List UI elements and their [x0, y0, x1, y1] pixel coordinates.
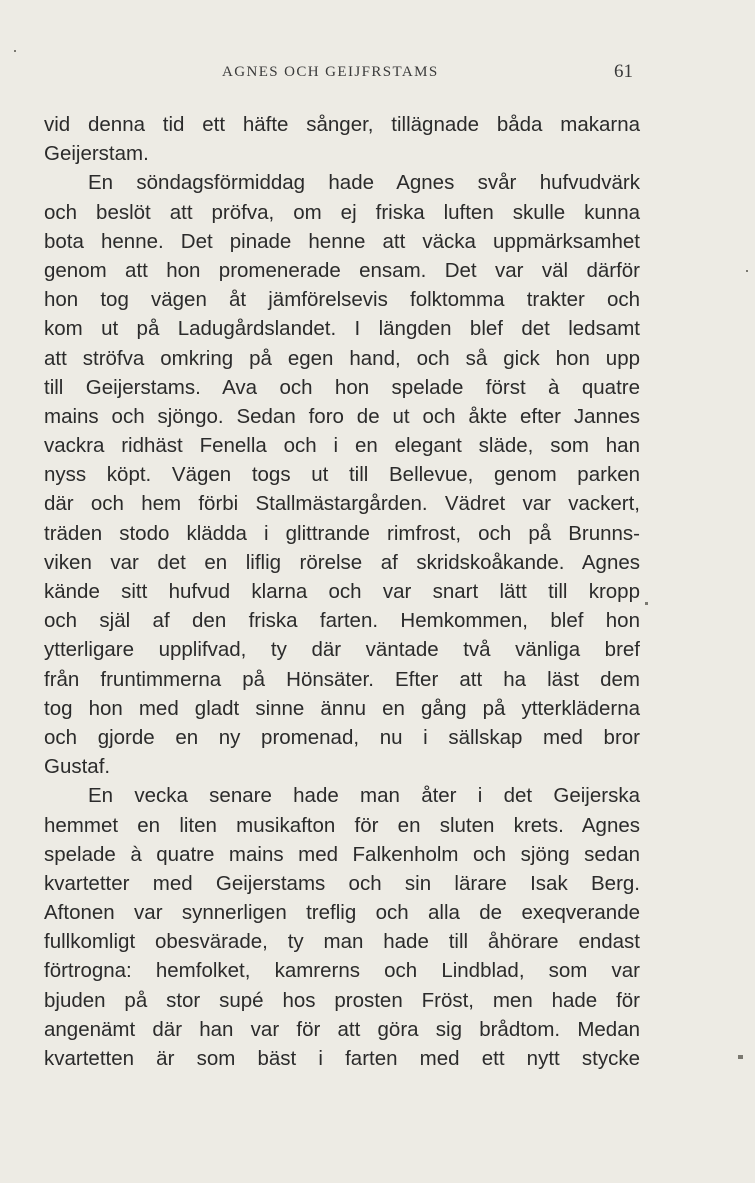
text-line: bjuden på stor supé hos prosten Fröst, men hade för — [44, 988, 640, 1012]
text-line: En vecka senare hade man åter i det Geijerska — [88, 784, 640, 808]
text-line: viken var det en liflig rörelse af skridskoåkande. Agnes — [44, 550, 640, 574]
text-line: kvartetter med Geijerstams och sin lärare Isak Berg. — [44, 871, 640, 895]
text-line: Geijerstam. — [44, 142, 149, 166]
paper-speck — [746, 270, 748, 272]
text-line: till Geijerstams. Ava och hon spelade först à quatre — [44, 375, 640, 399]
text-line: kände sitt hufvud klarna och var snart lätt till kropp — [44, 580, 640, 603]
text-line: där och hem förbi Stallmästargården. Vädret var vackert, — [44, 492, 640, 516]
text-line: kom ut på Ladugårdslandet. I längden blef det ledsamt — [44, 317, 640, 341]
body-text — [44, 110, 640, 1073]
text-line: En söndagsförmiddag hade Agnes svår hufvudvärk — [88, 171, 640, 195]
text-line: och gjorde en ny promenad, nu i sällskap med bror — [44, 725, 640, 749]
text-line: bota henne. Det pinade henne att väcka uppmärksamhet — [44, 229, 640, 253]
running-head — [0, 61, 755, 88]
text-line: ytterligare upplifvad, ty där väntade två vänliga bref — [44, 638, 640, 662]
text-line: angenämt där han var för att göra sig brådtom. Medan — [44, 1017, 640, 1041]
text-line: vid denna tid ett häfte sånger, tillägnade båda makarna — [44, 113, 640, 136]
text-line: genom att hon promenerade ensam. Det var väl därför — [44, 258, 640, 282]
text-line: hon tog vägen åt jämförelsevis folktomma trakter och — [44, 288, 640, 312]
text-line: kvartetten är som bäst i farten med ett nytt stycke — [44, 1047, 640, 1070]
text-line: och beslöt att pröfva, om ej friska luften skulle kunna — [44, 200, 640, 224]
text-line: spelade à quatre mains med Falkenholm och sjöng sedan — [44, 842, 640, 866]
text-line: nyss köpt. Vägen togs ut till Bellevue, genom parken — [44, 463, 640, 487]
page-number: 61 — [614, 61, 633, 82]
text-line: Aftonen var synnerligen treflig och alla de exeqverande — [44, 901, 640, 925]
text-line: och själ af den friska farten. Hemkommen, blef hon — [44, 609, 640, 633]
paper-speck — [738, 1055, 743, 1059]
text-line: att ströfva omkring på egen hand, och så gick hon upp — [44, 346, 640, 370]
text-line: fullkomligt obesvärade, ty man hade till åhörare endast — [44, 930, 640, 954]
text-line: Gustaf. — [44, 755, 111, 779]
text-line: hemmet en liten musikafton för en sluten krets. Agnes — [44, 813, 640, 837]
text-line: träden stodo klädda i glittrande rimfrost, och på Brunns- — [44, 521, 640, 545]
running-title: AGNES OCH GEIJFRSTAMS — [222, 64, 439, 80]
text-line: vackra ridhäst Fenella och i en elegant släde, som han — [44, 434, 640, 458]
text-line: från fruntimmerna på Hönsäter. Efter att ha läst dem — [44, 667, 640, 691]
paper-speck — [645, 602, 648, 605]
text-line: tog hon med gladt sinne ännu en gång på ytterkläderna — [44, 696, 640, 720]
text-line: förtrogna: hemfolket, kamrerns och Lindblad, som var — [44, 959, 640, 983]
text-line: mains och sjöngo. Sedan foro de ut och åkte efter Jannes — [44, 404, 640, 428]
paper-speck — [14, 50, 16, 52]
